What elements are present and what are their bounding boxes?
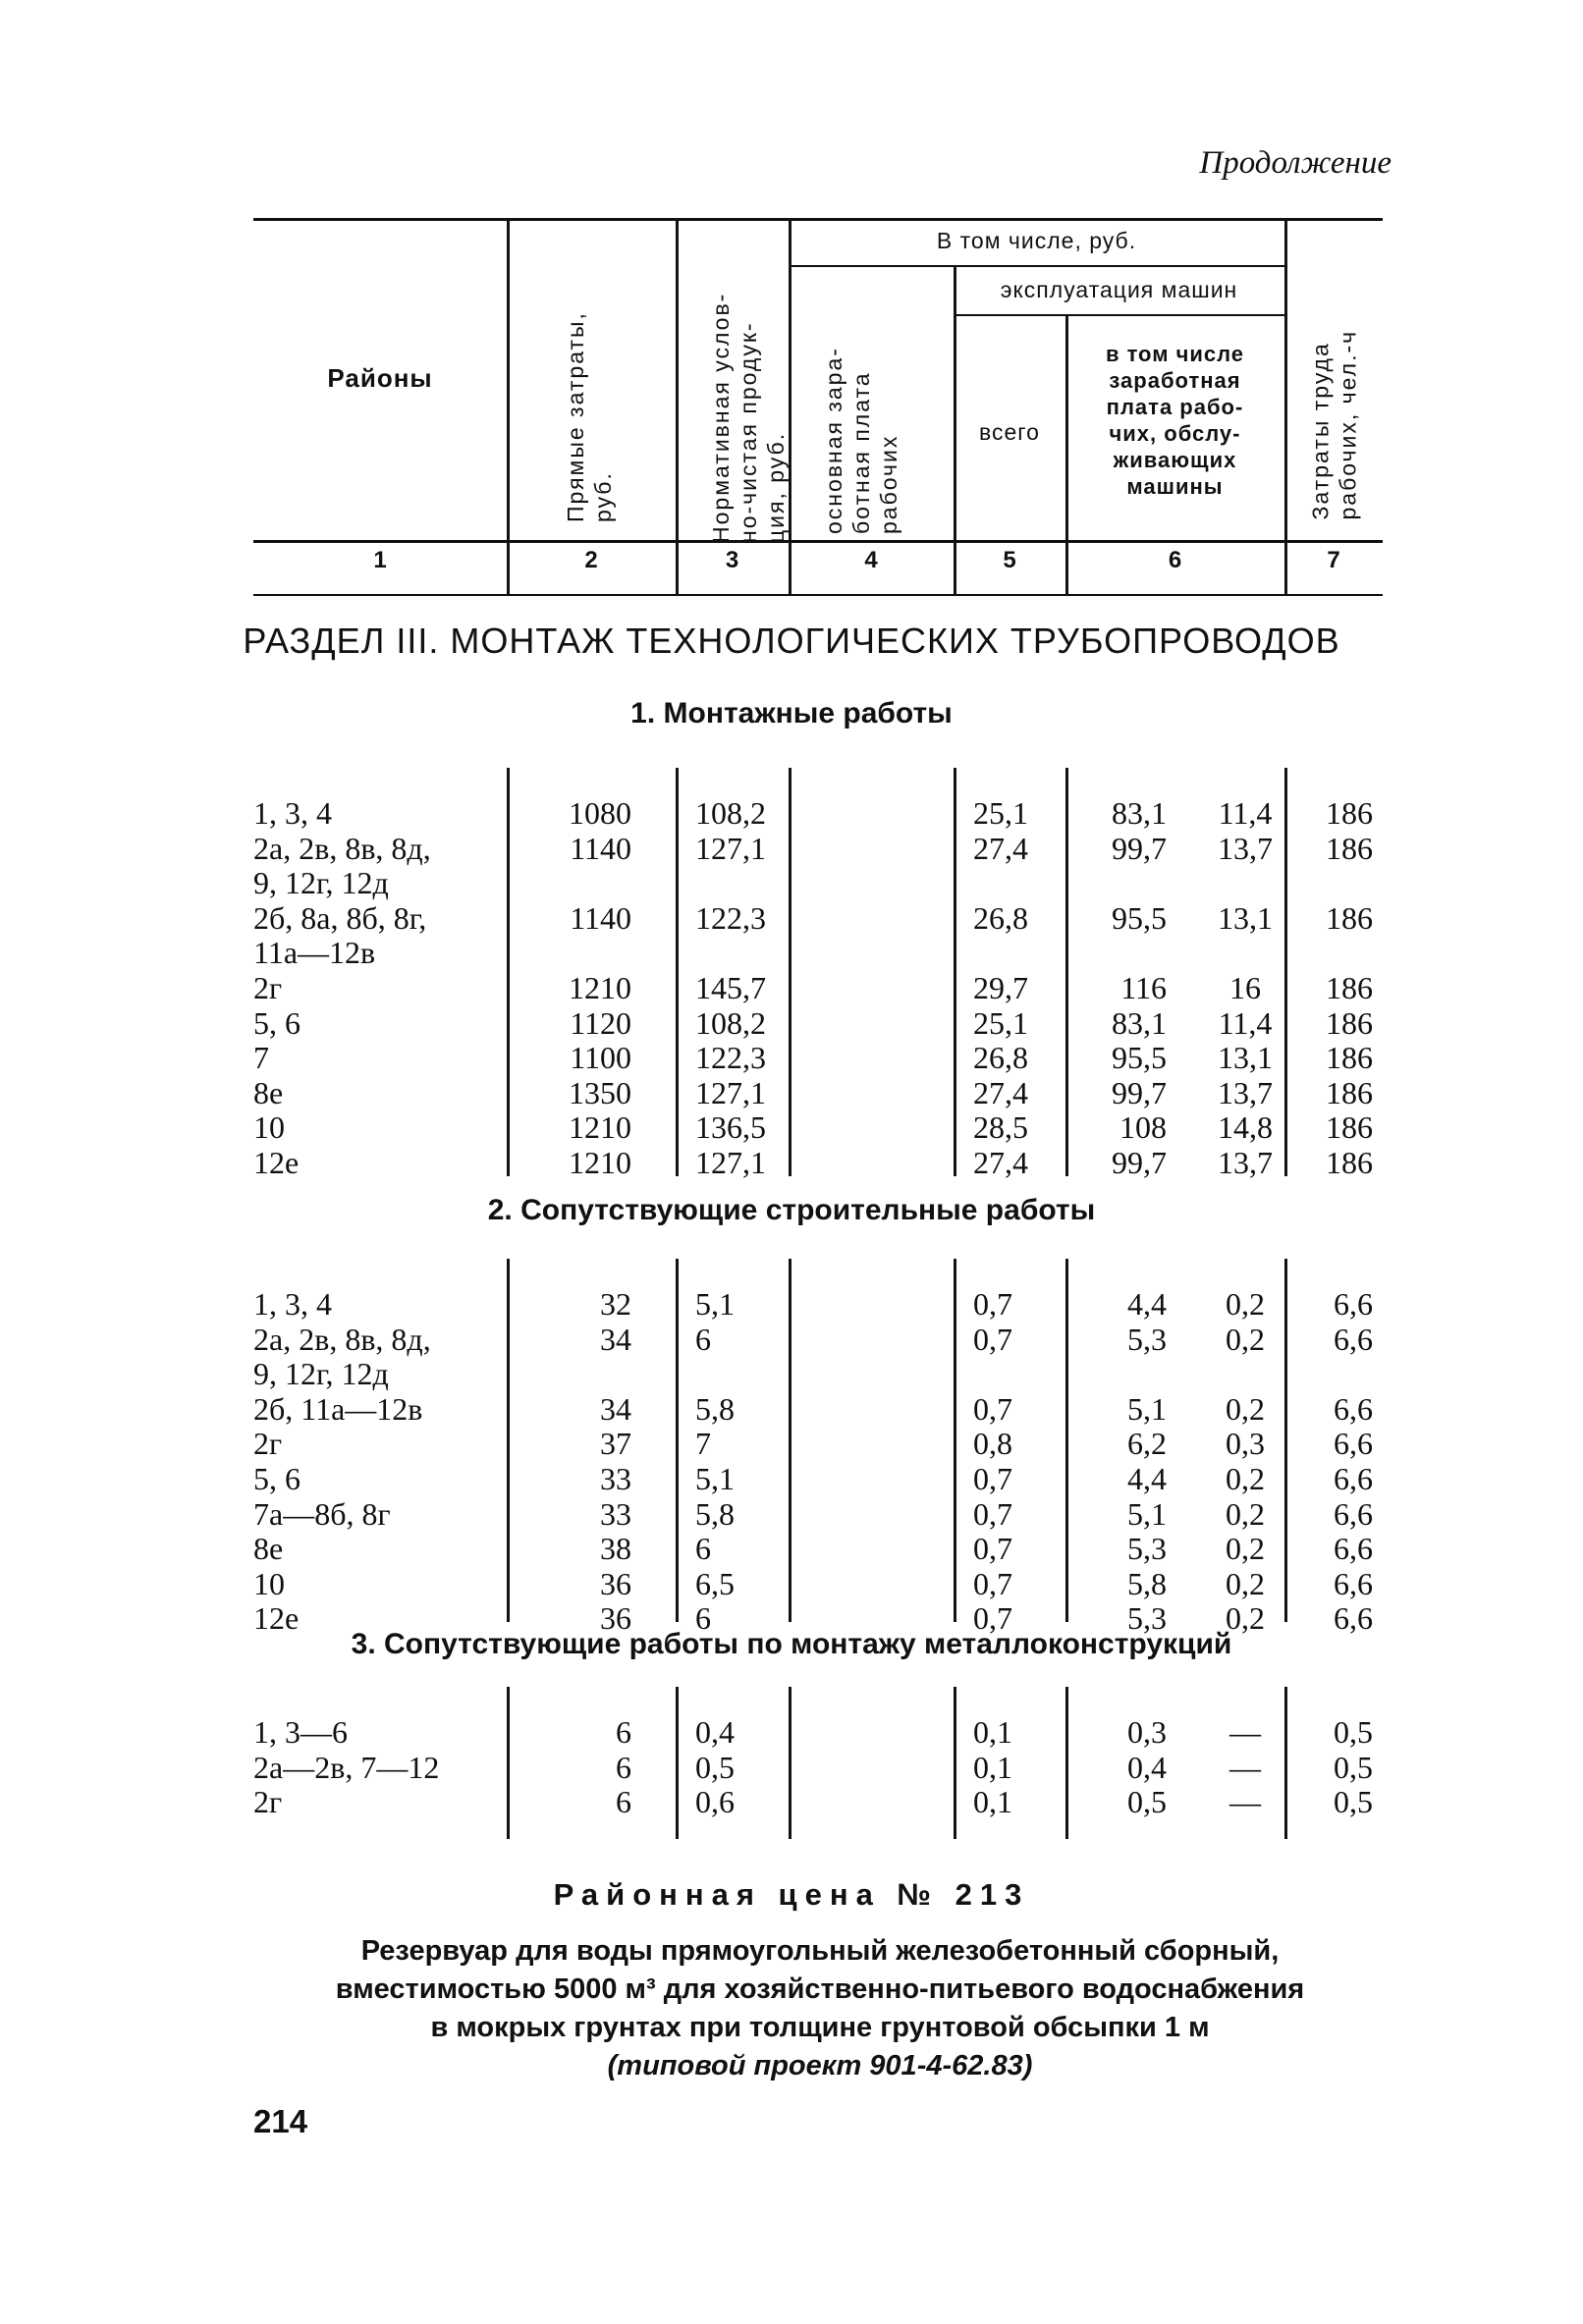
- cell-direct-costs: 1140: [570, 899, 631, 936]
- cell-machine-wages: 13,7: [1218, 1145, 1273, 1180]
- cell-direct-costs: 1100: [570, 1040, 631, 1076]
- cell-direct-costs: 1210: [569, 1145, 631, 1180]
- cell-machines-total: 27,4: [973, 830, 1028, 866]
- cell-base-wages: 5,3: [1127, 1321, 1167, 1357]
- cell-labor: 6,6: [1334, 1495, 1373, 1532]
- cell-direct-costs: 1210: [569, 970, 631, 1005]
- cell-labor: 186: [1326, 1145, 1373, 1180]
- cell-regions: 2б, 11а—12в: [253, 1390, 423, 1427]
- cell-regions: 7: [253, 1040, 269, 1076]
- cell-direct-costs: 32: [600, 1286, 631, 1322]
- cell-labor: 186: [1326, 1074, 1373, 1110]
- cell-regions: 1, 3—6: [253, 1714, 348, 1750]
- table-row: [253, 1356, 1383, 1391]
- cell-regions: 10: [253, 1109, 285, 1146]
- cell-base-wages: 95,5: [1112, 899, 1167, 936]
- cell-labor: 186: [1326, 830, 1373, 866]
- cell-machine-wages: —: [1229, 1784, 1261, 1820]
- cell-regions: 5, 6: [253, 1004, 300, 1041]
- column-number-7: 7: [1327, 547, 1340, 573]
- table-row: [253, 1714, 1383, 1750]
- cell-machines-total: 27,4: [973, 1145, 1028, 1180]
- cell-machines-total: 0,7: [973, 1565, 1012, 1601]
- cell-direct-costs: 6: [616, 1784, 631, 1820]
- column-number-1: 1: [373, 547, 387, 573]
- cell-normative-product: 6,5: [695, 1565, 735, 1601]
- cell-regions: 2а, 2в, 8в, 8д,: [253, 830, 431, 866]
- cell-machine-wages: 13,7: [1218, 1074, 1273, 1110]
- cell-normative-product: 108,2: [695, 1004, 766, 1041]
- section-title: РАЗДЕЛ III. МОНТАЖ ТЕХНОЛОГИЧЕСКИХ ТРУБОПРОВОДОВ: [243, 621, 1340, 661]
- cell-machine-wages: 11,4: [1218, 1004, 1273, 1041]
- table-row: [253, 1566, 1383, 1601]
- table-row: [253, 1391, 1383, 1427]
- cell-direct-costs: 38: [600, 1531, 631, 1567]
- table-row: [253, 795, 1383, 831]
- cell-labor: 186: [1326, 970, 1373, 1005]
- table-row: [253, 935, 1383, 970]
- table-row: [253, 1040, 1383, 1075]
- cell-labor: 0,5: [1334, 1714, 1373, 1750]
- cell-base-wages: 99,7: [1112, 1145, 1167, 1180]
- cell-machines-total: 0,1: [973, 1749, 1012, 1785]
- cell-machine-wages: 0,2: [1226, 1286, 1265, 1322]
- cell-machines-total: 25,1: [973, 795, 1028, 831]
- cell-base-wages: 83,1: [1112, 1004, 1167, 1041]
- table-row: [253, 1426, 1383, 1461]
- cell-normative-product: 127,1: [695, 1145, 766, 1180]
- header-col-machines-total: всего: [979, 419, 1040, 445]
- table-row: [253, 900, 1383, 936]
- table-row: [253, 831, 1383, 866]
- header-col-direct-costs: Прямые затраты, руб.: [563, 311, 616, 522]
- table-row: [253, 1145, 1383, 1180]
- cell-normative-product: 127,1: [695, 830, 766, 866]
- cell-regions: 1, 3, 4: [253, 1286, 332, 1322]
- cell-direct-costs: 6: [616, 1749, 631, 1785]
- cell-machines-total: 0,1: [973, 1714, 1012, 1750]
- cell-machines-total: 0,7: [973, 1600, 1012, 1637]
- price-line-4: (типовой проект 901-4-62.83): [607, 2050, 1033, 2081]
- cell-normative-product: 6: [695, 1600, 711, 1637]
- cell-base-wages: 5,8: [1127, 1565, 1167, 1601]
- cell-direct-costs: 34: [600, 1390, 631, 1427]
- cell-base-wages: 116: [1120, 970, 1167, 1005]
- cell-labor: 6,6: [1334, 1426, 1373, 1462]
- cell-base-wages: 4,4: [1127, 1286, 1167, 1322]
- column-number-5: 5: [1003, 547, 1016, 573]
- table-header: [253, 218, 1383, 596]
- cell-machine-wages: 13,7: [1218, 830, 1273, 866]
- table-row: [253, 1109, 1383, 1145]
- cell-labor: 0,5: [1334, 1749, 1373, 1785]
- price-description: [255, 1932, 1385, 2085]
- data-block-2: [253, 1259, 1383, 1637]
- cell-labor: 6,6: [1334, 1286, 1373, 1322]
- header-col-base-wages: основная зара- ботная плата рабочих: [821, 347, 901, 534]
- cell-direct-costs: 36: [600, 1600, 631, 1637]
- cell-regions: 10: [253, 1565, 285, 1601]
- cell-machines-total: 29,7: [973, 970, 1028, 1005]
- cell-regions: 2а, 2в, 8в, 8д,: [253, 1321, 431, 1357]
- cell-machine-wages: 13,1: [1218, 1040, 1273, 1076]
- cell-machine-wages: 0,3: [1226, 1426, 1265, 1462]
- cell-direct-costs: 33: [600, 1495, 631, 1532]
- cell-normative-product: 5,1: [695, 1461, 735, 1496]
- table-row: [253, 865, 1383, 900]
- block-title-3: 3. Сопутствующие работы по монтажу металлоконструкций: [351, 1628, 1232, 1660]
- cell-base-wages: 5,3: [1127, 1531, 1167, 1567]
- cell-labor: 6,6: [1334, 1600, 1373, 1637]
- cell-base-wages: 5,3: [1127, 1600, 1167, 1637]
- cell-labor: 6,6: [1334, 1321, 1373, 1357]
- cell-regions: 2а—2в, 7—12: [253, 1749, 440, 1785]
- cell-labor: 6,6: [1334, 1461, 1373, 1496]
- price-title: Районная цена № 213: [553, 1877, 1030, 1912]
- table-row: [253, 1531, 1383, 1566]
- cell-machine-wages: 11,4: [1218, 795, 1273, 831]
- cell-machine-wages: 0,2: [1226, 1531, 1265, 1567]
- table-row: [253, 1750, 1383, 1785]
- cell-machine-wages: 0,2: [1226, 1600, 1265, 1637]
- cell-machines-total: 0,7: [973, 1461, 1012, 1496]
- cell-labor: 186: [1326, 795, 1373, 831]
- table-row: [253, 1075, 1383, 1110]
- cell-regions: 7а—8б, 8г: [253, 1495, 391, 1532]
- price-line-1: Резервуар для воды прямоугольный железобетонный сборный,: [360, 1935, 1280, 1967]
- cell-regions: 5, 6: [253, 1461, 300, 1496]
- price-line-3: в мокрых грунтах при толщине грунтовой обсыпки 1 м: [430, 2012, 1210, 2043]
- cell-regions: 1, 3, 4: [253, 795, 332, 831]
- cell-normative-product: 136,5: [695, 1109, 766, 1146]
- cell-normative-product: 122,3: [695, 899, 766, 936]
- cell-labor: 6,6: [1334, 1565, 1373, 1601]
- cell-regions: 9, 12г, 12д: [253, 1356, 389, 1392]
- cell-normative-product: 108,2: [695, 795, 766, 831]
- cell-regions: 12е: [253, 1145, 300, 1180]
- cell-regions: 9, 12г, 12д: [253, 865, 389, 901]
- table-row: [253, 1322, 1383, 1357]
- cell-labor: 6,6: [1334, 1390, 1373, 1427]
- table-row: [253, 1005, 1383, 1041]
- cell-base-wages: 6,2: [1127, 1426, 1167, 1462]
- cell-machines-total: 26,8: [973, 899, 1028, 936]
- cell-normative-product: 127,1: [695, 1074, 766, 1110]
- cell-machine-wages: —: [1229, 1749, 1261, 1785]
- header-group-machine-operation: эксплуатация машин: [1000, 277, 1238, 302]
- cell-normative-product: 5,1: [695, 1286, 735, 1322]
- data-block-1: [253, 768, 1383, 1180]
- cell-regions: 11а—12в: [253, 935, 376, 971]
- header-col-labor: Затраты труда рабочих, чел.-ч: [1307, 329, 1361, 520]
- cell-normative-product: 6: [695, 1531, 711, 1567]
- cell-machines-total: 26,8: [973, 1040, 1028, 1076]
- cell-machines-total: 27,4: [973, 1074, 1028, 1110]
- cell-direct-costs: 37: [600, 1426, 631, 1462]
- cell-machine-wages: 0,2: [1226, 1565, 1265, 1601]
- cell-machine-wages: —: [1229, 1714, 1261, 1750]
- cell-direct-costs: 34: [600, 1321, 631, 1357]
- page-number: 214: [253, 2103, 308, 2139]
- cell-regions: 2г: [253, 1426, 283, 1462]
- cell-base-wages: 99,7: [1112, 830, 1167, 866]
- column-number-2: 2: [584, 547, 598, 573]
- cell-machines-total: 28,5: [973, 1109, 1028, 1146]
- cell-direct-costs: 1120: [570, 1004, 631, 1041]
- cell-normative-product: 0,5: [695, 1749, 735, 1785]
- header-col-normative-product: Нормативная услов- но-чистая продук- ция, руб.: [708, 292, 789, 543]
- table-row: [253, 1461, 1383, 1496]
- cell-machines-total: 0,7: [973, 1531, 1012, 1567]
- cell-machines-total: 25,1: [973, 1004, 1028, 1041]
- cell-machines-total: 0,8: [973, 1426, 1012, 1462]
- cell-base-wages: 0,5: [1127, 1784, 1167, 1820]
- cell-regions: 2г: [253, 970, 283, 1005]
- header-group-including: В том числе, руб.: [936, 228, 1137, 253]
- cell-machine-wages: 13,1: [1218, 899, 1273, 936]
- column-number-4: 4: [864, 547, 878, 573]
- cell-direct-costs: 1080: [569, 795, 631, 831]
- table-row: [253, 1784, 1383, 1819]
- cell-direct-costs: 6: [616, 1714, 631, 1750]
- continuation-label: Продолжение: [1199, 145, 1392, 181]
- cell-normative-product: 122,3: [695, 1040, 766, 1076]
- cell-normative-product: 5,8: [695, 1495, 735, 1532]
- block-title-1: 1. Монтажные работы: [630, 697, 953, 730]
- cell-base-wages: 99,7: [1112, 1074, 1167, 1110]
- cell-base-wages: 5,1: [1127, 1390, 1167, 1427]
- header-col-regions: Районы: [327, 363, 433, 393]
- cell-normative-product: 6: [695, 1321, 711, 1357]
- cell-direct-costs: 1350: [569, 1074, 631, 1110]
- cell-normative-product: 7: [695, 1426, 711, 1462]
- cell-direct-costs: 33: [600, 1461, 631, 1496]
- cell-base-wages: 4,4: [1127, 1461, 1167, 1496]
- cell-regions: 8е: [253, 1531, 284, 1567]
- price-line-2: вместимостью 5000 м³ для хозяйственно-питьевого водоснабжения: [335, 1973, 1305, 2005]
- cell-labor: 186: [1326, 1004, 1373, 1041]
- cell-direct-costs: 36: [600, 1565, 631, 1601]
- table-row: [253, 1496, 1383, 1532]
- data-block-3: [253, 1687, 1383, 1839]
- cell-base-wages: 83,1: [1112, 795, 1167, 831]
- cell-labor: 6,6: [1334, 1531, 1373, 1567]
- cell-direct-costs: 1210: [569, 1109, 631, 1146]
- cell-machine-wages: 14,8: [1218, 1109, 1273, 1146]
- cell-regions: 2б, 8а, 8б, 8г,: [253, 899, 427, 936]
- cell-machines-total: 0,7: [973, 1321, 1012, 1357]
- cell-base-wages: 0,3: [1127, 1714, 1167, 1750]
- block-title-2: 2. Сопутствующие строительные работы: [487, 1194, 1096, 1226]
- cell-normative-product: 145,7: [695, 970, 766, 1005]
- cell-machine-wages: 0,2: [1226, 1461, 1265, 1496]
- header-col-machine-wages: в том числе заработная плата рабо- чих, обслу- живающих машины: [1105, 342, 1245, 499]
- cell-labor: 186: [1326, 1109, 1373, 1146]
- cell-labor: 0,5: [1334, 1784, 1373, 1820]
- cell-machine-wages: 0,2: [1226, 1390, 1265, 1427]
- cell-regions: 12е: [253, 1600, 300, 1637]
- cell-labor: 186: [1326, 1040, 1373, 1076]
- cell-direct-costs: 1140: [570, 830, 631, 866]
- cell-machine-wages: 0,2: [1226, 1321, 1265, 1357]
- cell-labor: 186: [1326, 899, 1373, 936]
- column-number-3: 3: [725, 547, 739, 573]
- cell-normative-product: 0,6: [695, 1784, 735, 1820]
- cell-normative-product: 0,4: [695, 1714, 735, 1750]
- cell-regions: 2г: [253, 1784, 283, 1820]
- table-row: [253, 970, 1383, 1005]
- cell-machines-total: 0,7: [973, 1286, 1012, 1322]
- cell-base-wages: 0,4: [1127, 1749, 1167, 1785]
- cell-machine-wages: 16: [1229, 970, 1261, 1005]
- cell-base-wages: 108: [1119, 1109, 1167, 1146]
- cell-base-wages: 5,1: [1127, 1495, 1167, 1532]
- cell-machines-total: 0,7: [973, 1495, 1012, 1532]
- cell-machines-total: 0,1: [973, 1784, 1012, 1820]
- cell-regions: 8е: [253, 1074, 284, 1110]
- table-row: [253, 1286, 1383, 1322]
- cell-normative-product: 5,8: [695, 1390, 735, 1427]
- cell-base-wages: 95,5: [1112, 1040, 1167, 1076]
- column-number-6: 6: [1168, 547, 1182, 573]
- cell-machines-total: 0,7: [973, 1390, 1012, 1427]
- cell-machine-wages: 0,2: [1226, 1495, 1265, 1532]
